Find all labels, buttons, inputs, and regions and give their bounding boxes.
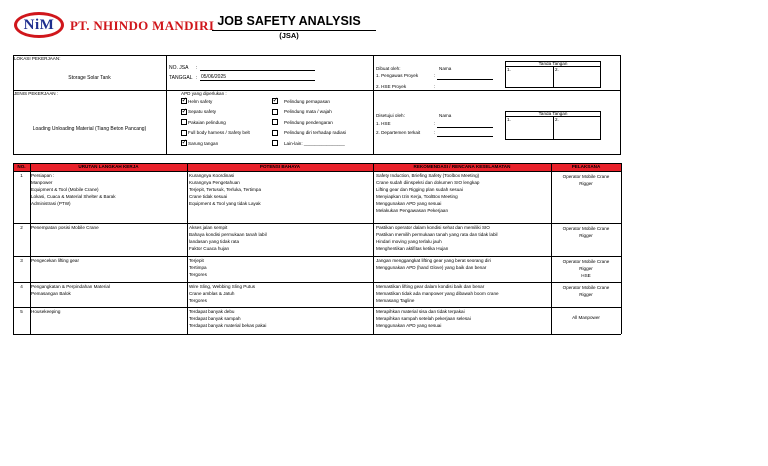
- row-hazard-line: Wire Sling, Webbing Sling Putus: [189, 283, 256, 289]
- col-header-rekomendasi: REKOMENDASI / RENCANA KESELAMATAN: [413, 164, 511, 169]
- apd-checkbox[interactable]: [272, 140, 278, 146]
- document-title: JOB SAFETY ANALYSIS: [217, 14, 361, 28]
- row-recommendation-line: Merapihkan sampah setelah pekerjaan selesai: [376, 315, 471, 321]
- row-number: 1: [20, 172, 23, 178]
- row-step-line: Lokasi, Cuaca & Material Shelter & Barak: [31, 193, 116, 199]
- row-step-line: Manpower: [31, 179, 53, 185]
- row-hazard-line: Kurangnya Pengetahuan: [189, 179, 240, 185]
- row-executor-line: Operator Mobile Crane: [562, 173, 610, 179]
- tanggal-field-line: [200, 80, 315, 81]
- row-number: 2: [20, 224, 23, 230]
- info-divider-horizontal: [13, 90, 621, 91]
- row-hazard-line: Terjepit: [189, 257, 204, 263]
- row-hazard-line: landasan yang tidak rata: [189, 238, 240, 244]
- apd-checkbox[interactable]: [181, 98, 187, 104]
- row-hazard-line: Tertimpa: [189, 264, 207, 270]
- apd-label-item: Helm safety: [188, 98, 213, 104]
- row-recommendation-line: Memastikan tidak ada manpower yang dibawah boom crane: [376, 290, 499, 296]
- document-subtitle: (JSA): [279, 31, 299, 40]
- signature-box-2-split: [553, 116, 554, 140]
- col-header-pelaksana: PELAKSANA: [571, 164, 601, 169]
- row-hazard-line: Tergores: [189, 271, 207, 277]
- row-executor-line: Rigger: [579, 291, 593, 297]
- jenis-value: Loading Unloading Material (Tiang Beton Pancang): [32, 126, 147, 132]
- row-recommendation-line: Menggunakan APD yang sesuai: [376, 322, 442, 328]
- row-executor-line: HSE: [581, 272, 591, 278]
- dibuat-nama-label: Nama: [439, 66, 452, 71]
- disetujui-1-field[interactable]: [437, 127, 493, 128]
- disetujui-nama-label: Nama: [439, 113, 452, 118]
- apd-checkbox[interactable]: [181, 130, 187, 136]
- signature-box-2-title: Tanda Tangan: [538, 110, 568, 116]
- tanggal-label: TANGGAL: [169, 75, 193, 81]
- table-row-line: [13, 256, 621, 257]
- row-hazard-line: Equipment & Tool yang tidak Layak: [189, 200, 261, 206]
- col-header-no: NO.: [17, 164, 26, 169]
- row-recommendation-line: Menggunakan APD yang sesuai: [376, 200, 442, 206]
- lokasi-value: Storage Solar Tank: [68, 75, 111, 81]
- dibuat-1: 1. Pengawas Proyek: [376, 73, 419, 78]
- row-recommendation-line: Hindari moving yang terlalu jauh: [376, 238, 442, 244]
- row-recommendation-line: Safety Induction, Briefing Safety (Toolbox Meeting): [376, 172, 480, 178]
- row-recommendation-line: Menghentikan aktifitas ketika Hujan: [376, 245, 449, 251]
- row-number: 4: [20, 283, 23, 289]
- row-executor-line: Operator Mobile Crane: [562, 258, 610, 264]
- row-recommendation-line: Pastikan memilih permukaan tanah yang rata dan tidak labil: [376, 231, 498, 237]
- apd-checkbox[interactable]: [272, 119, 278, 125]
- table-row-line: [13, 163, 621, 164]
- row-hazard-line: Faktor Cuaca hujan: [189, 245, 230, 251]
- signature-box-1-title: Tanda Tangan: [538, 60, 568, 66]
- row-hazard-line: Crane tidak sesuai: [189, 193, 228, 199]
- dibuat-2: 2. HSE Proyek: [376, 84, 407, 89]
- apd-checkbox[interactable]: [272, 130, 278, 136]
- row-step-line: Persiapan :: [31, 172, 55, 178]
- col-header-urutan: URUTAN LANGKAH KERJA: [78, 164, 139, 169]
- row-executor-line: Operator Mobile Crane: [562, 284, 610, 290]
- row-step-line: Equipment & Tool (Mobile Crane): [31, 186, 99, 192]
- apd-checkbox[interactable]: [181, 140, 187, 146]
- no-jsa-label: NO. JSA: [169, 65, 189, 71]
- company-name: PT. NHINDO MANDIRI: [70, 18, 215, 33]
- row-executor-line: Rigger: [579, 180, 593, 186]
- row-hazard-line: Terdapat banyak material bekas pakai: [189, 322, 267, 328]
- row-hazard-line: Terjepit, Tertusuk, Terluka, Tertimpa: [189, 186, 261, 192]
- no-jsa-field[interactable]: [200, 70, 315, 71]
- signature-box-2-num1: 1.: [507, 117, 511, 122]
- disetujui-1: 1. HSE: [376, 121, 391, 126]
- apd-checkbox[interactable]: [272, 109, 278, 115]
- row-executor-line: All Manpower: [572, 314, 600, 320]
- row-recommendation-line: Crane sudah diinspeksi dan dokumen SIO lengkap: [376, 179, 480, 185]
- row-hazard-line: Bahaya kondisi permukaan tanah labil: [189, 231, 267, 237]
- apd-label-item: Full body harness / Safety belt: [188, 130, 250, 135]
- jenis-label: JENIS PEKERJAAN :: [14, 91, 59, 96]
- row-step-line: Pengangkatan & Perpindahan Material: [31, 283, 110, 289]
- table-column-line: [373, 163, 374, 334]
- apd-label: APD yang diperlukan :: [181, 91, 227, 96]
- table-row-line: [13, 223, 621, 224]
- row-hazard-line: Tergores: [189, 297, 207, 303]
- info-divider-1: [166, 55, 167, 155]
- apd-label-item: Pakaian pelindung: [188, 119, 226, 125]
- row-recommendation-line: Memastikan lifting gear dalam kondisi baik dan benar: [376, 283, 485, 289]
- disetujui-1-colon: :: [434, 121, 436, 126]
- disetujui-2-field[interactable]: [437, 136, 493, 137]
- signature-box-1-split: [553, 66, 554, 88]
- dibuat-2-field[interactable]: [437, 90, 493, 91]
- table-column-line: [187, 163, 188, 334]
- row-hazard-line: Akses jalan sempit: [189, 224, 228, 230]
- row-recommendation-line: Melakukan Pengawasan Pekerjaan: [376, 207, 449, 213]
- signature-box-1-num1: 1.: [507, 67, 511, 72]
- dibuat-1-colon: :: [434, 73, 436, 78]
- row-executor-line: Rigger: [579, 232, 593, 238]
- row-recommendation-line: Merapihkan material sisa dan tidak terpakai: [376, 308, 465, 314]
- table-column-line: [551, 163, 552, 334]
- row-number: 3: [20, 257, 23, 263]
- row-recommendation-line: Memasang Tagline: [376, 297, 415, 303]
- signature-box-2-num2: 2.: [555, 117, 559, 122]
- no-jsa-colon: :: [196, 65, 198, 71]
- logo-text: NiM: [23, 16, 55, 33]
- apd-label-item: Pelindung mata / wajah: [284, 109, 332, 114]
- row-step-line: Administrasi (PTW): [31, 200, 71, 206]
- row-executor-line: Rigger: [579, 265, 593, 271]
- row-step-line: Pengecekan lifting gear: [31, 257, 80, 263]
- table-row-line: [13, 334, 621, 335]
- tanggal-colon: :: [196, 75, 198, 81]
- apd-label-item: Pelindung pendengaran: [284, 119, 333, 125]
- table-row-line: [13, 171, 621, 172]
- row-recommendation-line: Jangan menggangkat lifting gear yang berat seorang diri: [376, 257, 491, 263]
- row-recommendation-line: Menyiapkan Izin Kerja, ToolBox Meeting: [376, 193, 458, 199]
- table-row-line: [13, 307, 621, 308]
- apd-checkbox[interactable]: [181, 119, 187, 125]
- row-recommendation-line: Pastikan operator dalam kondisi sehat dan memiliki SIO: [376, 224, 490, 230]
- apd-label-item: Lain-lain: ________________: [284, 140, 345, 146]
- row-step-line: Housekeeping: [31, 308, 61, 314]
- row-number: 5: [20, 308, 23, 314]
- row-hazard-line: Terdapat banyak debu: [189, 308, 235, 314]
- apd-label-item: Sepatu safety: [188, 109, 217, 114]
- row-hazard-line: Crane amblas & Jatuh: [189, 290, 235, 296]
- disetujui-2: 2. Departemen terkait: [376, 130, 421, 135]
- row-recommendation-line: Menggunakan APD (hand Glove) yang baik dan benar: [376, 264, 487, 270]
- dibuat-2-colon: :: [434, 84, 436, 89]
- tanggal-value[interactable]: 05/06/2025: [201, 74, 227, 80]
- disetujui-2-colon: :: [434, 130, 436, 135]
- apd-label-item: Pelindung diri terhadap radiasi: [284, 130, 347, 135]
- table-column-line: [621, 163, 622, 334]
- row-hazard-line: Kurangnya Koordinasi: [189, 172, 235, 178]
- col-header-potensi: POTENSI BAHAYA: [259, 164, 301, 169]
- info-divider-2: [373, 55, 374, 155]
- dibuat-label: Dibuat oleh:: [376, 66, 401, 71]
- dibuat-1-field[interactable]: [437, 79, 493, 80]
- row-recommendation-line: Lifting gear dan Rigging plan sudah sesuai: [376, 186, 463, 192]
- row-hazard-line: Terdapat banyak sampah: [189, 315, 241, 321]
- apd-checkbox[interactable]: [181, 109, 187, 115]
- apd-label-item: Sarung tangan: [188, 140, 219, 146]
- row-step-line: Penempatan posisi Mobile Crane: [31, 224, 99, 230]
- disetujui-label: Disetujui oleh:: [376, 113, 405, 118]
- apd-label-item: Pelindung pernapasan: [284, 98, 330, 104]
- row-executor-line: Operator Mobile Crane: [562, 225, 610, 231]
- row-step-line: Pemasangan Balok: [31, 290, 71, 296]
- signature-box-1-num2: 2.: [555, 67, 559, 72]
- lokasi-label: LOKASI PEKERJAAN:: [14, 56, 61, 61]
- apd-checkbox[interactable]: [272, 98, 278, 104]
